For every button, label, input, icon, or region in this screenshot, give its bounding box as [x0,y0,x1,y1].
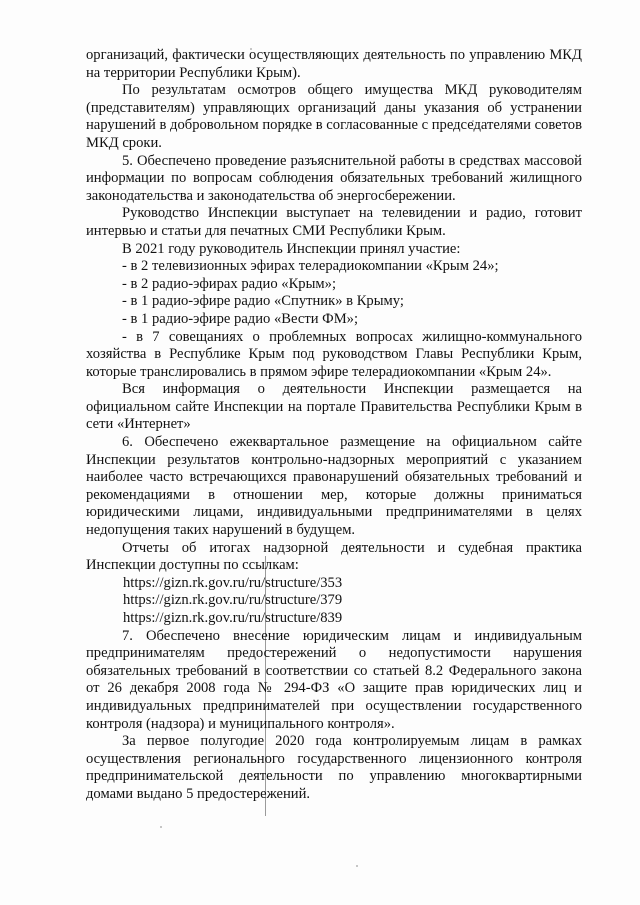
list-item: - в 2 радио-эфирах радио «Крым»; [122,275,336,292]
paragraph-item-5: 5. Обеспечено проведение разъяснительной работы в средствах массовой информации по вопросам соблюдения обязательных требований жилищного законодательства и законодательства об энергосбережении. [86,152,582,204]
scan-speck [160,826,162,828]
paragraph: По результатам осмотров общего имущества МКД руководителям (представителям) управляющих организаций даны указания об устранении нарушений в добровольном порядке в согласованные с председателями советов МКД сроки. [86,82,582,151]
link-structure-839[interactable]: https://gizn.rk.gov.ru/ru/structure/839 [123,610,343,626]
scan-speck [356,865,358,867]
link-structure-353[interactable]: https://gizn.rk.gov.ru/ru/structure/353 [123,574,343,591]
paragraph: организаций, фактически осуществляющих деятельность по управлению МКД на территории Республики Крым). [86,47,582,81]
paragraph-item-7: 7. Обеспечено внесение юридическим лицам и индивидуальным предпринимателям предостережений о недопустимости нарушения обязательных требований в соответствии со статьей 8.2 Федерального закона от 26 декабря 2008 года № 294-ФЗ «О защите прав юридических лиц и индивидуальных предпринимателей при осуществлении государственного контроля (надзора) и муниципального контроля». [86,627,582,732]
list-item: - в 2 телевизионных эфирах телерадиокомпании «Крым 24»; [122,258,499,275]
link-structure-379[interactable]: https://gizn.rk.gov.ru/ru/structure/379 [123,592,343,609]
list-item: - в 1 радио-эфире радио «Вести ФМ»; [122,310,359,327]
paragraph: За первое полугодие 2020 года контролируемым лицам в рамках осуществления регионального государственного лицензионного контроля предпринимательской деятельности по управлению многоквартирными домами выдано 5 предостережений. [86,733,582,802]
paragraph: В 2021 году руководитель Инспекции принял участие: [122,240,461,257]
paragraph: Руководство Инспекции выступает на телевидении и радио, готовит интервью и статьи для печатных СМИ Республики Крым. [86,205,582,239]
list-item: - в 1 радио-эфире радио «Спутник» в Крыму; [122,293,404,310]
paragraph-item-6: 6. Обеспечено ежеквартальное размещение на официальном сайте Инспекции результатов контрольно-надзорных мероприятий с указанием наиболее часто встречающихся правонарушений обязательных требований и рекомендациями в отношении мер, которые должны приниматься юридическими лицами, индивидуальными предпринимателями в целях недопущения таких нарушений в будущем. [86,434,582,539]
list-item: - в 7 совещаниях о проблемных вопросах жилищно-коммунального хозяйства в Республике Крым под руководством Главы Республики Крым, которые транслировались в прямом эфире телерадиокомпании «Крым 24». [86,328,582,380]
paragraph: Вся информация о деятельности Инспекции размещается на официальном сайте Инспекции на портале Правительства Республики Крым в сети «Интернет» [86,381,582,433]
paragraph: Отчеты об итогах надзорной деятельности и судебная практика Инспекции доступны по ссылкам: [86,539,582,574]
document-body [86,47,582,804]
